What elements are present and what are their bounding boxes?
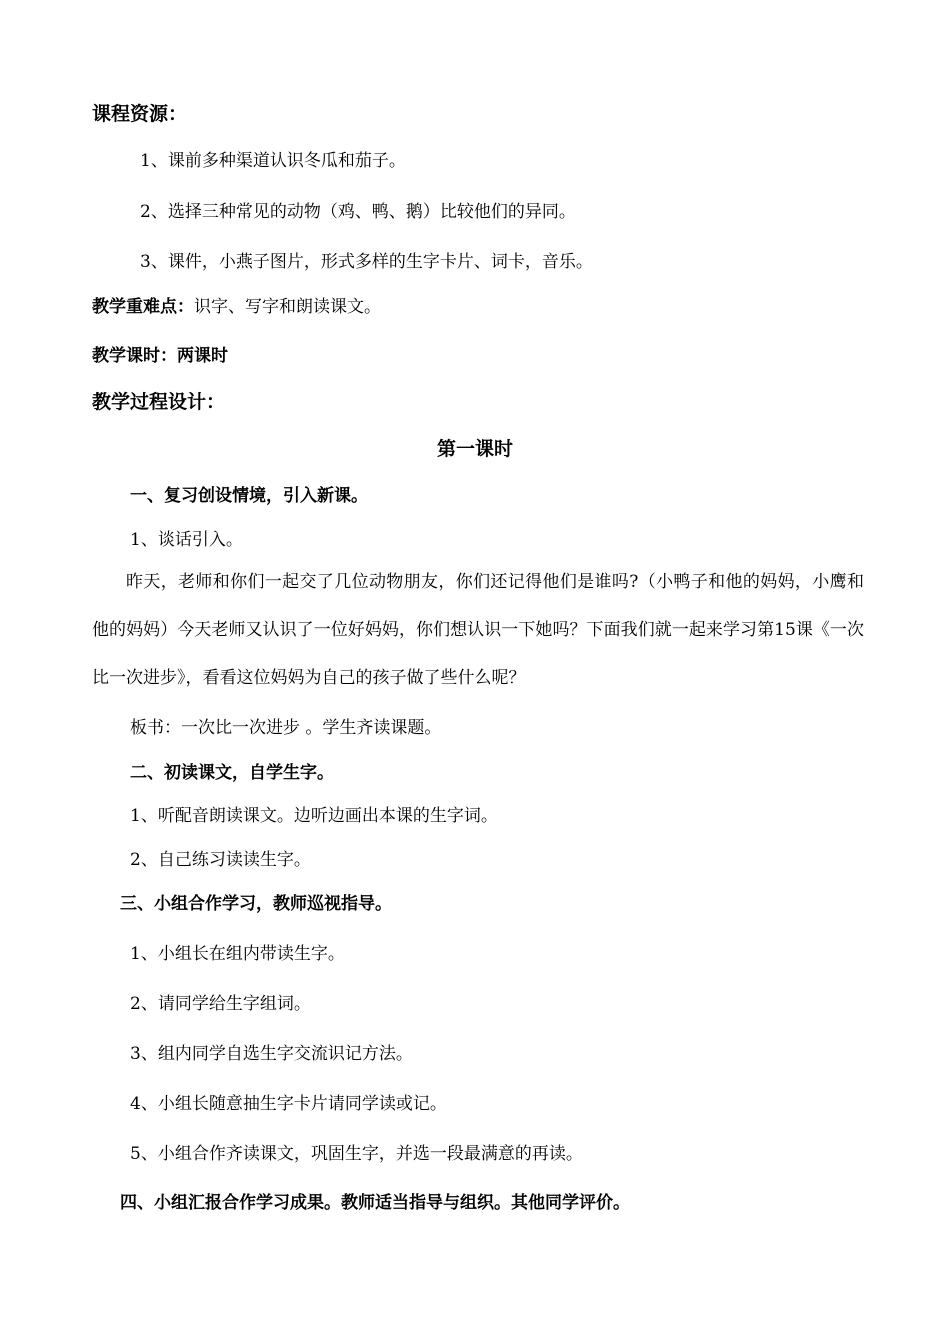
section3-item-3: 3、组内同学自选生字交流识记方法。	[130, 1044, 413, 1064]
section3-item-2: 2、请同学给生字组词。	[130, 994, 311, 1014]
section2-item-1: 1、听配音朗读课文。边听边画出本课的生字词。	[130, 806, 498, 826]
section1-heading: 一、复习创设情境，引入新课。	[130, 486, 368, 506]
key-points-text: 识字、写字和朗读课文。	[194, 297, 381, 317]
section2-heading: 二、初读课文，自学生字。	[130, 763, 334, 783]
resource-item-3: 3、课件，小燕子图片，形式多样的生字卡片、词卡，音乐。	[140, 252, 593, 272]
resource-item-1: 1、课前多种渠道认识冬瓜和茄子。	[140, 151, 406, 171]
lesson-hours: 教学课时：两课时	[92, 346, 228, 366]
board-text: 板书：一次比一次进步 。学生齐读课题。	[130, 718, 442, 738]
resource-item-2: 2、选择三种常见的动物（鸡、鸭、鹅）比较他们的异同。	[140, 202, 576, 222]
section4-heading: 四、小组汇报合作学习成果。教师适当指导与组织。其他同学评价。	[120, 1193, 630, 1213]
section3-item-1: 1、小组长在组内带读生字。	[130, 944, 345, 964]
section3-item-4: 4、小组长随意抽生字卡片请同学读或记。	[130, 1094, 447, 1114]
section2-item-2: 2、自己练习读读生字。	[130, 850, 311, 870]
section1-step1: 1、谈话引入。	[130, 530, 243, 550]
intro-paragraph: 昨天，老师和你们一起交了几位动物朋友，你们还记得他们是谁吗?（小鸭子和他的妈妈，小鹰和他的妈妈）今天老师又认识了一位好妈妈，你们想认识一下她吗？下面我们就一起来学习第15课《一次比一次进步》，看看这位妈妈为自己的孩子做了些什么呢？	[92, 572, 864, 688]
process-heading: 教学过程设计：	[92, 391, 226, 413]
section3-heading: 三、小组合作学习，教师巡视指导。	[120, 894, 392, 914]
lesson1-title: 第一课时	[436, 438, 513, 460]
key-points	[92, 296, 381, 318]
resources-heading: 课程资源：	[92, 103, 188, 125]
section3-item-5: 5、小组合作齐读课文，巩固生字，并选一段最满意的再读。	[130, 1144, 583, 1164]
key-points-label: 教学重难点：	[92, 297, 194, 317]
